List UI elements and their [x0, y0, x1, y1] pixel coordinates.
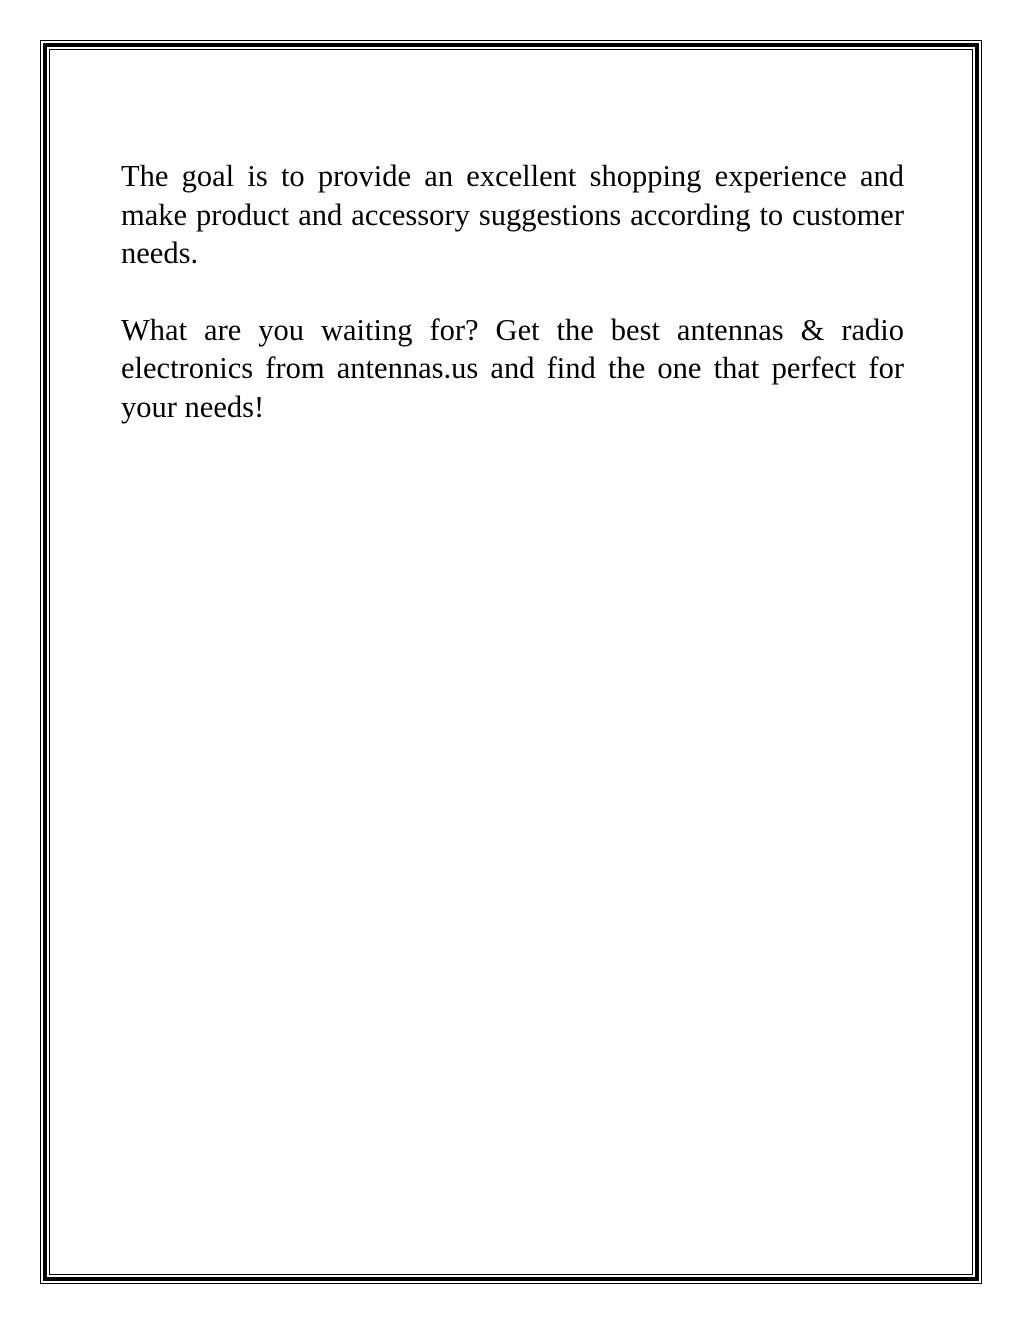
- paragraph-goal: The goal is to provide an excellent shopping experience and make product and accessory suggestions according to customer needs.: [121, 159, 904, 270]
- document-body: [121, 157, 904, 464]
- paragraph-call-to-action: What are you waiting for? Get the best antennas & radio electronics from antennas.us and find the one that perfect for your needs!: [121, 312, 904, 424]
